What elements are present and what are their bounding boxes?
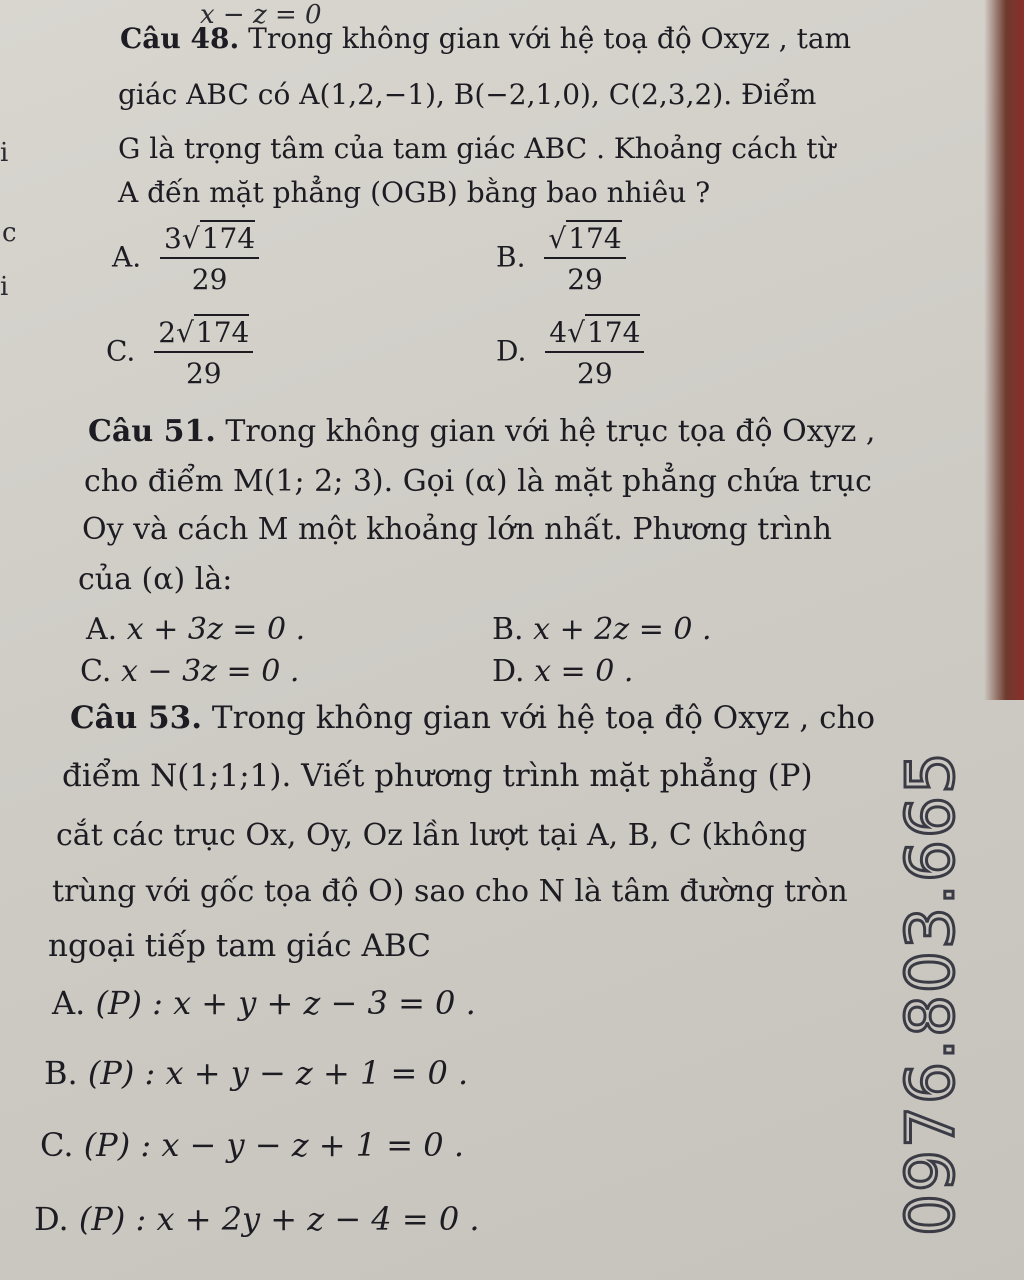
q48-option-a — [112, 222, 259, 296]
q51-line-1 — [88, 414, 875, 449]
q51-option-b: B. x + 2z = 0 . — [492, 612, 712, 647]
q53-option-c: C. (P) : x − y − z + 1 = 0 . — [40, 1126, 464, 1164]
q48-option-b — [496, 222, 626, 296]
q48-option-a-letter: A. — [112, 240, 142, 274]
margin-char-3: i — [0, 272, 9, 302]
q51-option-a: A. x + 3z = 0 . — [86, 612, 306, 647]
q48-option-b-letter: B. — [496, 240, 526, 274]
q53-option-a: A. (P) : x + y + z − 3 = 0 . — [52, 984, 476, 1022]
q48-line-2: giác ABC có A(1,2,−1), B(−2,1,0), C(2,3,2). Điểm — [118, 78, 817, 111]
q51-line-3: Oy và cách M một khoảng lớn nhất. Phương trình — [82, 512, 832, 547]
q53-label: Câu 53. — [70, 700, 203, 736]
q48-option-c — [106, 316, 253, 390]
q48-option-b-fraction: $\frac{√174}{29}$ — [544, 222, 625, 296]
q48-option-a-fraction: $\frac{3√174}{29}$ — [160, 222, 259, 296]
q51-option-d: D. x = 0 . — [492, 654, 634, 689]
top-fragment: x − z = 0 — [200, 0, 322, 30]
q48-line-4: A đến mặt phẳng (OGB) bằng bao nhiêu ? — [118, 176, 711, 209]
q51-line-2: cho điểm M(1; 2; 3). Gọi (α) là mặt phẳng chứa trục — [84, 464, 872, 499]
background-cloth — [984, 0, 1024, 700]
q53-option-d: D. (P) : x + 2y + z − 4 = 0 . — [34, 1200, 480, 1238]
q53-text-1: Trong không gian với hệ toạ độ Oxyz , cho — [211, 700, 876, 736]
q51-line-4: của (α) là: — [78, 562, 233, 597]
q48-option-d — [496, 316, 644, 390]
q48-option-c-fraction: $\frac{2√174}{29}$ — [154, 316, 253, 390]
q48-option-d-letter: D. — [496, 334, 527, 368]
q53-line-4: trùng với gốc tọa độ O) sao cho N là tâm đường tròn — [52, 874, 848, 909]
q48-label: Câu 48. — [120, 22, 240, 55]
q53-line-1 — [70, 700, 875, 736]
q53-option-b: B. (P) : x + y − z + 1 = 0 . — [44, 1054, 469, 1092]
q51-label: Câu 51. — [88, 414, 216, 449]
q48-line-1 — [120, 22, 851, 55]
margin-char-2: c — [2, 218, 17, 248]
q53-line-3: cắt các trục Ox, Oy, Oz lần lượt tại A, B, C (không — [56, 818, 808, 853]
q48-option-c-letter: C. — [106, 334, 136, 368]
q53-line-2: điểm N(1;1;1). Viết phương trình mặt phẳng (P) — [62, 758, 813, 794]
q51-option-c: C. x − 3z = 0 . — [80, 654, 300, 689]
phone-watermark: 0976.803.665 — [892, 750, 969, 1236]
q48-option-d-fraction: $\frac{4√174}{29}$ — [545, 316, 644, 390]
q51-text-1: Trong không gian với hệ trục tọa độ Oxyz , — [225, 414, 876, 449]
q48-text-1: Trong không gian với hệ toạ độ Oxyz , tam — [248, 22, 852, 55]
margin-char-1: i — [0, 138, 9, 168]
q53-line-5: ngoại tiếp tam giác ABC — [48, 928, 431, 964]
q48-line-3: G là trọng tâm của tam giác ABC . Khoảng cách từ — [118, 132, 836, 165]
